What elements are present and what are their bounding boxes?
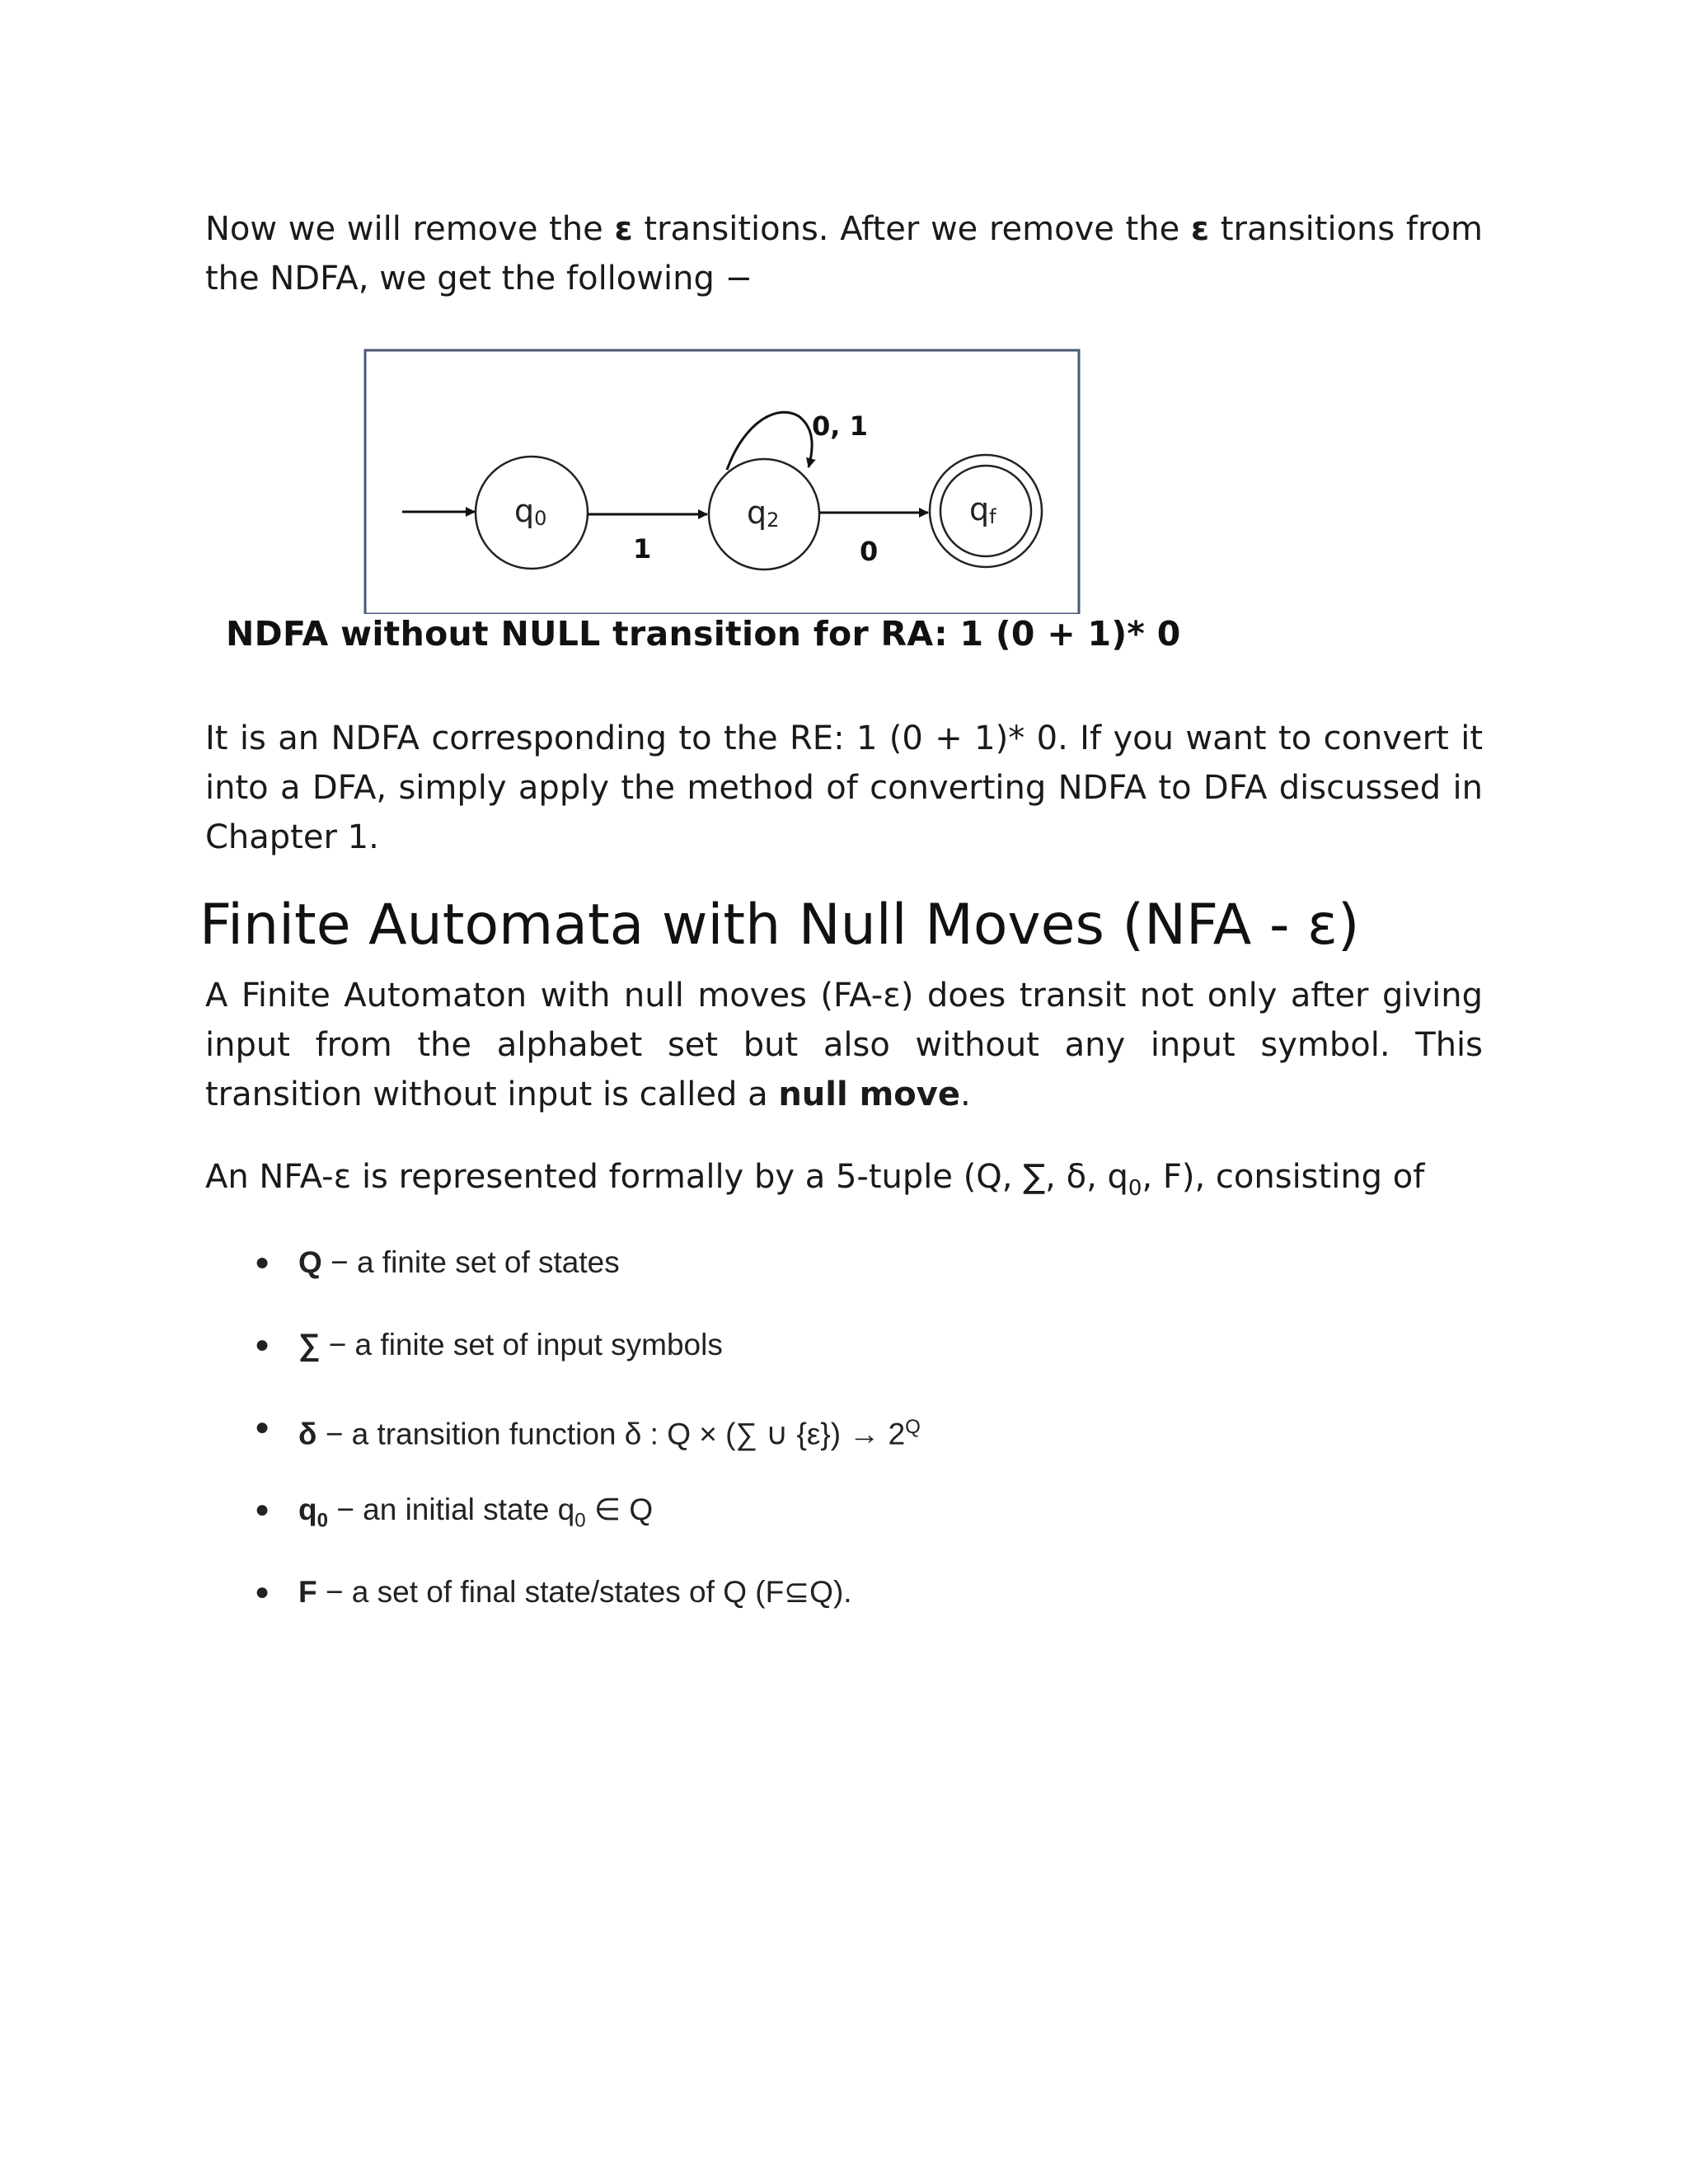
list-item: ● δ − a transition function δ : Q × (∑ ∪ $\{\varepsilon\}) \to 2^Q$ (205, 1401, 1442, 1483)
tuple-paragraph: An NFA-ε is represented formally by a 5-tuple (Q, ∑, δ, $q_0$, F), consisting of (205, 1158, 1425, 1201)
bullet-icon: ● (255, 1496, 270, 1523)
state-q0-label: q0 (514, 493, 547, 530)
ndfa-figure (209, 342, 1240, 680)
state-q2-label: q2 (747, 494, 780, 532)
null-move-paragraph: A Finite Automaton with null moves (FA-ε) does transit not only after giving input from the alphabet set but also without any input symbol. This transition without input is called a null move. (205, 977, 1483, 1113)
section-heading: Finite Automata with Null Moves (NFA - ε) (199, 893, 1360, 958)
definition-list (205, 1236, 1442, 1648)
edge-q2-loop-label: 0, 1 (812, 410, 868, 442)
bullet-icon: ● (255, 1413, 270, 1441)
bullet-icon: ● (255, 1249, 270, 1276)
list-item: ● F − a set of final state/states of Q (F⊆Q). (205, 1566, 1442, 1648)
intro-paragraph: Now we will remove the ε transitions. After we remove the ε transitions from the NDFA, we get the following − (205, 210, 1484, 298)
edge-q2-qf-label: 0 (860, 536, 879, 567)
list-item: ● $q_0$ − an initial state $q_0$ ∈ Q (205, 1483, 1442, 1566)
state-qf-label: qf (969, 491, 996, 528)
list-item: ● ∑ − a finite set of input symbols (205, 1319, 1442, 1401)
list-item: ● Q − a finite set of states (205, 1236, 1442, 1319)
nfda-re-paragraph: It is an NDFA corresponding to the RE: 1 (0 + 1)* 0. If you want to convert it into a DFA, simply apply the method of converting NDFA to DFA discussed in Chapter 1. (205, 719, 1483, 856)
edge-q0-q2-label: 1 (633, 533, 652, 565)
figure-caption: NDFA without NULL transition for RA: 1 (0 + 1)* 0 (226, 614, 1181, 654)
bullet-icon: ● (255, 1578, 270, 1605)
ndfa-diagram (209, 342, 1240, 614)
bullet-icon: ● (255, 1331, 270, 1358)
